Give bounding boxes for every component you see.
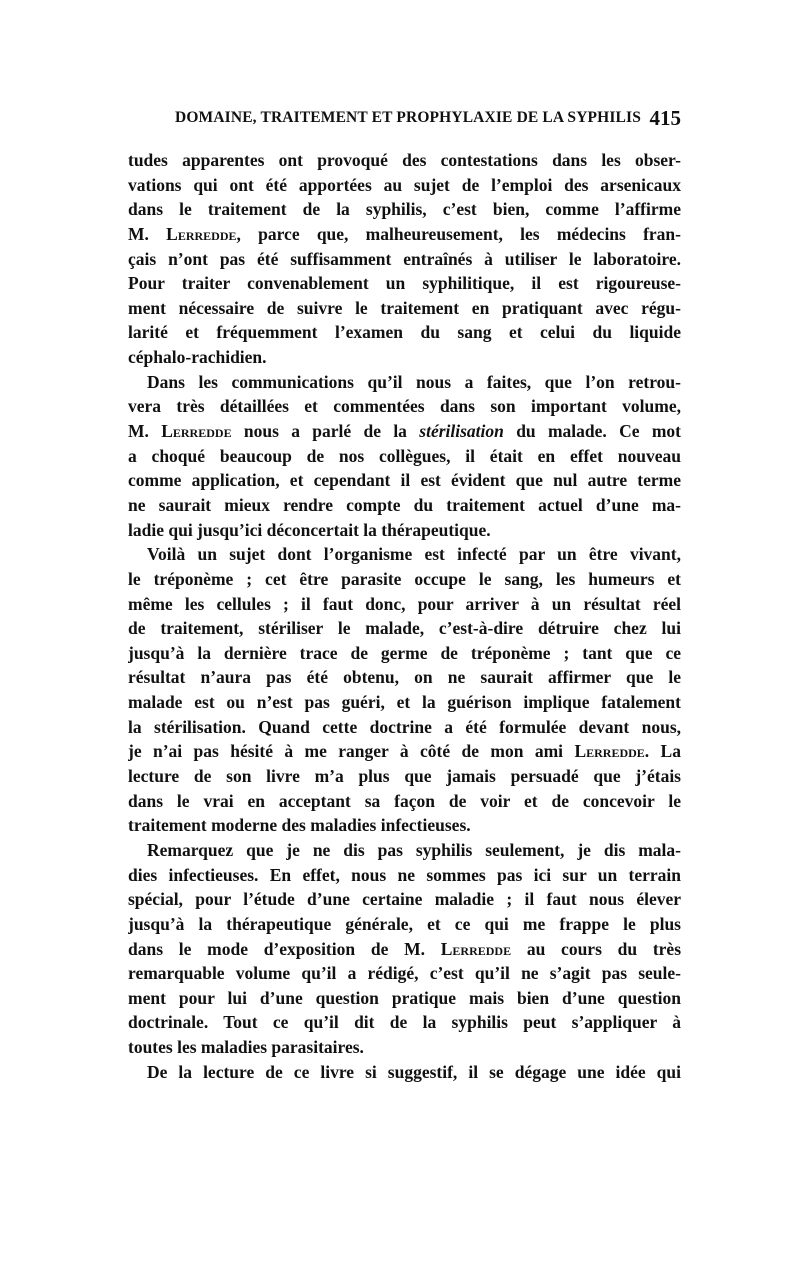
text-line: ne saurait mieux rendre compte du traitement actuel d’une ma- xyxy=(128,494,681,515)
text-line: je n’ai pas hésité à me ranger à côté de mon ami Lerredde. La xyxy=(128,741,681,762)
body-text xyxy=(128,148,681,1084)
text-line: traitement moderne des maladies infectieuses. xyxy=(128,815,471,836)
text-line: tudes apparentes ont provoqué des contestations dans les obser- xyxy=(128,150,681,170)
text-line: remarquable volume qu’il a rédigé, c’est qu’il ne s’agit pas seule- xyxy=(128,963,681,984)
text-line: M. Lerredde, parce que, malheureusement, les médecins fran- xyxy=(128,223,681,244)
text-line: dans le vrai en acceptant sa façon de voir et de concevoir le xyxy=(128,790,681,811)
text-line: le tréponème ; cet être parasite occupe le sang, les humeurs et xyxy=(128,568,681,589)
text-line: De la lecture de ce livre si suggestif, il se dégage une idée qui xyxy=(147,1061,681,1082)
text-line: jusqu’à la thérapeutique générale, et ce qui me frappe le plus xyxy=(128,913,681,934)
text-line: Voilà un sujet dont l’organisme est infecté par un être vivant, xyxy=(147,544,681,565)
page-number: 415 xyxy=(649,106,681,130)
text-line: dies infectieuses. En effet, nous ne sommes pas ici sur un terrain xyxy=(128,864,681,885)
text-line: Pour traiter convenablement un syphilitique, il est rigoureuse- xyxy=(128,273,681,294)
text-line: même les cellules ; il faut donc, pour arriver à un résultat réel xyxy=(128,593,681,614)
text-line: doctrinale. Tout ce qu’il dit de la syphilis peut s’appliquer à xyxy=(128,1012,681,1033)
text-line: malade est ou n’est pas guéri, et la guérison implique fatalement xyxy=(128,692,681,713)
text-line: ment nécessaire de suivre le traitement en pratiquant avec régu- xyxy=(128,297,681,318)
text-line: lecture de son livre m’a plus que jamais persuadé que j’étais xyxy=(128,766,681,787)
text-line: spécial, pour l’étude d’une certaine maladie ; il faut nous élever xyxy=(128,889,681,910)
text-line: comme application, et cependant il est évident que nul autre terme xyxy=(128,470,681,491)
text-line: dans le mode d’exposition de M. Lerredde au cours du très xyxy=(128,938,681,959)
text-line: Dans les communications qu’il nous a faites, que l’on retrou- xyxy=(147,371,681,392)
running-head xyxy=(128,106,681,137)
text-line: jusqu’à la dernière trace de germe de tréponème ; tant que ce xyxy=(128,642,681,663)
text-line: résultat n’aura pas été obtenu, on ne saurait affirmer que le xyxy=(128,667,681,688)
text-line: céphalo-rachidien. xyxy=(128,347,267,368)
text-line: vera très détaillées et commentées dans son important volume, xyxy=(128,396,681,417)
text-line: M. Lerredde nous a parlé de la stérilisation du malade. Ce mot xyxy=(128,421,681,442)
text-line: larité et fréquemment l’examen du sang et celui du liquide xyxy=(128,322,681,343)
running-title: DOMAINE, TRAITEMENT ET PROPHYLAXIE DE LA SYPHILIS xyxy=(175,109,641,126)
text-line: la stérilisation. Quand cette doctrine a été formulée devant nous, xyxy=(128,716,681,737)
text-line: ment pour lui d’une question pratique mais bien d’une question xyxy=(128,987,681,1008)
text-line: Remarquez que je ne dis pas syphilis seulement, je dis mala- xyxy=(147,839,681,860)
text-line: çais n’ont pas été suffisamment entraînés à utiliser le laboratoire. xyxy=(128,248,681,269)
text-line: toutes les maladies parasitaires. xyxy=(128,1037,364,1058)
text-line: de traitement, stériliser le malade, c’est-à-dire détruire chez lui xyxy=(128,618,681,639)
text-line: dans le traitement de la syphilis, c’est bien, comme l’affirme xyxy=(128,199,681,220)
text-line: vations qui ont été apportées au sujet de l’emploi des arsenicaux xyxy=(128,174,681,195)
text-line: ladie qui jusqu’ici déconcertait la thérapeutique. xyxy=(128,519,491,540)
text-line: a choqué beaucoup de nos collègues, il était en effet nouveau xyxy=(128,445,681,466)
